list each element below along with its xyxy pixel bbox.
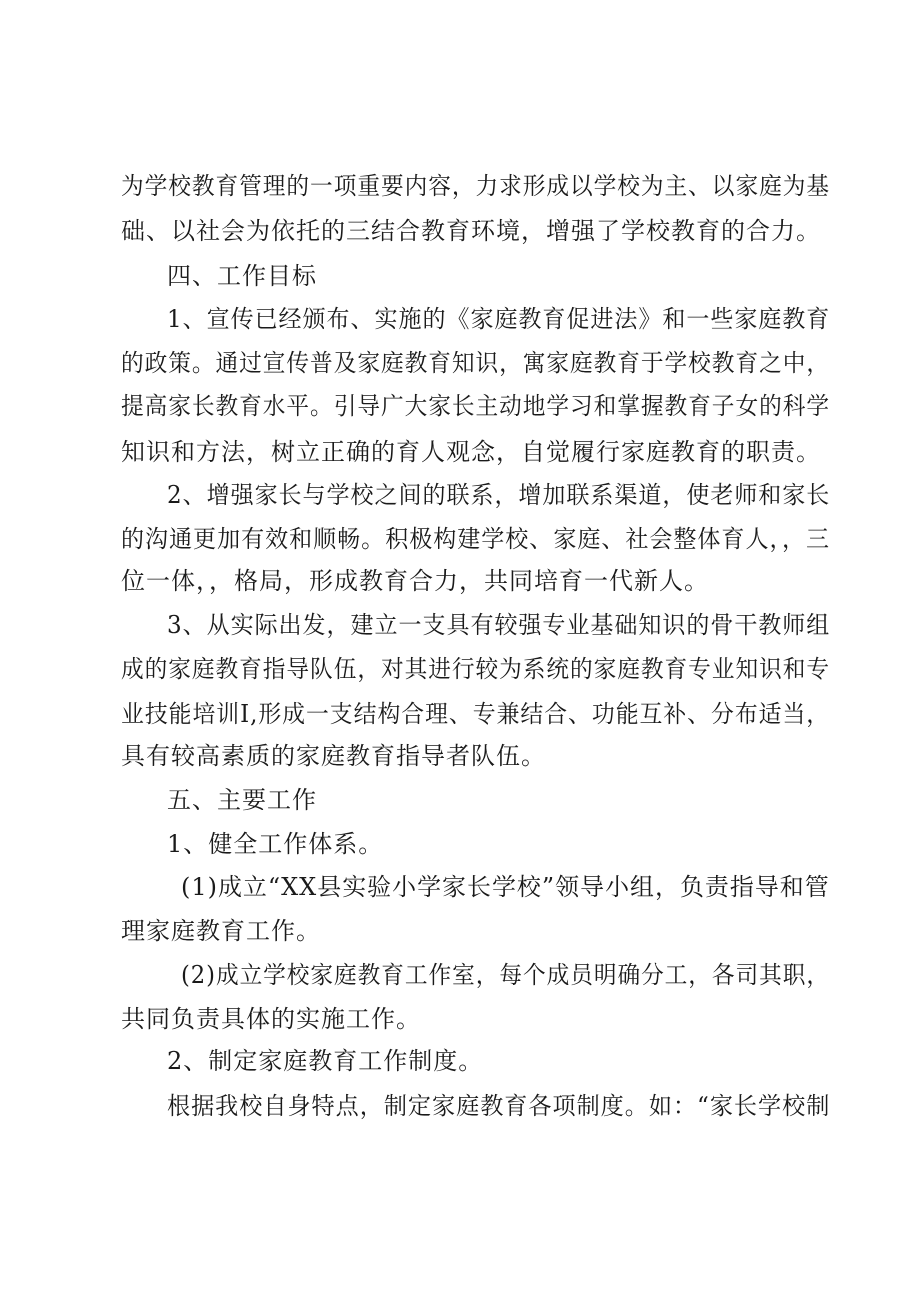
section-heading: 五、主要工作 [167,786,317,814]
text-line: 具有较高素质的家庭教育指导者队伍。 [121,742,546,770]
text-line: (2)成立学校家庭教育工作室，每个成员明确分工，各司其职， [181,961,831,989]
text-line: 业技能培训I,形成一支结构合理、专兼结合、功能互补、分布适当， [121,700,831,728]
text-line: 知识和方法，树立正确的育人观念，自觉履行家庭教育的职责。 [121,438,821,466]
text-line: 位一体，，格局，形成教育合力，共同培育一代新人。 [121,567,709,595]
text-line: 3、从实际出发，建立一支具有较强专业基础知识的骨干教师组 [167,611,831,639]
text-line: 提高家长教育水平。引导广大家长主动地学习和掌握教育子女的科学 [121,392,830,420]
section-heading: 四、工作目标 [167,262,317,290]
text-line: 1、宣传已经颁布、实施的《家庭教育促进法》和一些家庭教育 [167,305,831,333]
text-line: 2、制定家庭教育工作制度。 [167,1047,484,1075]
text-line: 的沟通更加有效和顺畅。积极构建学校、家庭、社会整体育人，，三 [121,525,830,553]
text-line: 2、增强家长与学校之间的联系，增加联系渠道，使老师和家长 [167,481,831,509]
text-line: 为学校教育管理的一项重要内容，力求形成以学校为主、以家庭为基 [121,172,830,200]
text-line: 1、健全工作体系。 [167,830,384,858]
text-line: (1)成立“XX县实验小学家长学校”领导小组，负责指导和管 [181,873,830,901]
text-line: 根据我校自身特点，制定家庭教育各项制度。如：“家长学校制 [167,1092,831,1120]
text-line: 础、以社会为依托的三结合教育环境，增强了学校教育的合力。 [121,217,821,245]
text-line: 理家庭教育工作。 [121,917,321,945]
text-line: 成的家庭教育指导队伍，对其进行较为系统的家庭教育专业知识和专 [121,655,830,683]
text-line: 共同负责具体的实施工作。 [121,1005,421,1033]
text-line: 的政策。通过宣传普及家庭教育知识，寓家庭教育于学校教育之中， [121,349,830,377]
